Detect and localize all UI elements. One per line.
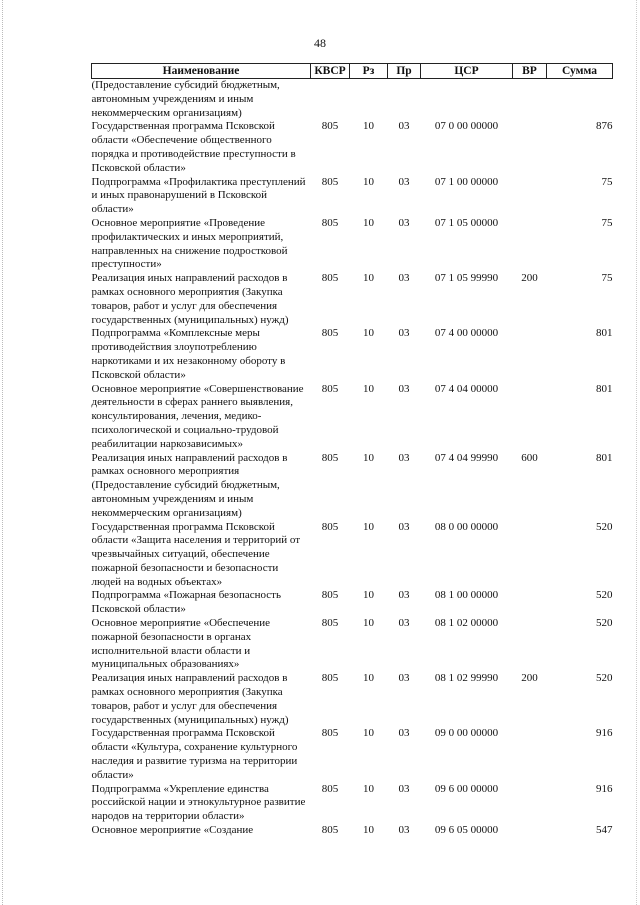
cell-kvsr: 805 — [321, 824, 339, 837]
cell-kvsr: 805 — [321, 382, 339, 395]
cell-name: Подпрограмма «Укрепление единства российской нации и этнокультурное развитие народов на территории области» — [91, 782, 306, 823]
cell-rz: 10 — [363, 327, 374, 340]
cell-vr — [513, 120, 547, 175]
cell-kvsr: 805 — [321, 120, 339, 133]
cell-pr: 03 — [398, 727, 410, 740]
cell-kvsr: 805 — [321, 175, 339, 188]
cell-name: Основное мероприятие «Проведение профилактических и иных мероприятий, направленных на снижение подростковой преступности» — [91, 216, 288, 271]
cell-vr — [513, 589, 547, 617]
cell-rz: 10 — [363, 175, 374, 188]
table-row — [92, 589, 613, 617]
header-vr: ВР — [513, 64, 547, 79]
cell-pr: 03 — [398, 824, 410, 837]
cell-vr: 200 — [521, 272, 538, 285]
page-number: 48 — [314, 36, 326, 50]
cell-csr: 07 0 00 00000 — [434, 120, 499, 133]
table-row — [92, 272, 613, 327]
cell-csr: 09 0 00 00000 — [434, 727, 499, 740]
table-row — [92, 672, 613, 727]
cell-kvsr: 805 — [321, 727, 339, 740]
cell-rz — [350, 79, 388, 121]
cell-rz: 10 — [363, 617, 374, 630]
cell-csr: 08 0 00 00000 — [434, 520, 499, 533]
cell-sum: 75 — [601, 216, 613, 229]
cell-pr: 03 — [398, 382, 410, 395]
table-row — [92, 327, 613, 382]
table-row — [92, 383, 613, 452]
cell-name: Государственная программа Псковской области «Культура, сохранение культурного наследия и развитие туризма на территории области» — [91, 727, 298, 781]
table-row — [92, 824, 613, 838]
cell-vr — [513, 327, 547, 382]
header-csr: ЦСР — [421, 64, 513, 79]
header-name: Наименование — [92, 64, 311, 79]
cell-csr: 07 4 00 00000 — [434, 327, 499, 340]
cell-vr — [513, 176, 547, 217]
cell-rz: 10 — [363, 589, 374, 602]
header-pr: Пр — [388, 64, 421, 79]
cell-sum: 801 — [596, 327, 613, 340]
cell-pr: 03 — [398, 782, 410, 795]
cell-name: Государственная программа Псковской области «Обеспечение общественного порядка и противодействие преступности в Псковской области» — [91, 120, 296, 174]
cell-csr: 09 6 00 00000 — [434, 782, 499, 795]
cell-rz: 10 — [363, 782, 374, 795]
cell-kvsr: 805 — [321, 672, 339, 685]
table-row — [92, 217, 613, 272]
cell-pr: 03 — [398, 520, 410, 533]
cell-name: Реализация иных направлений расходов в рамках основного мероприятия (Закупка товаров, работ и услуг для обеспечения государственных (муниципальных) нужд) — [91, 672, 289, 726]
cell-name: Подпрограмма «Профилактика преступлений и иных правонарушений в Псковской области» — [91, 175, 306, 216]
cell-name: Государственная программа Псковской области «Защита населения и территорий от чрезвычайных ситуаций, обеспечение пожарной безопасности и безопасности людей на водных объектах» — [91, 520, 301, 588]
cell-kvsr: 805 — [321, 782, 339, 795]
cell-vr: 600 — [521, 451, 538, 464]
cell-kvsr: 805 — [321, 272, 339, 285]
cell-rz: 10 — [363, 727, 374, 740]
cell-kvsr — [311, 79, 350, 121]
cell-vr — [513, 217, 547, 272]
cell-csr: 07 1 05 99990 — [434, 272, 499, 285]
cell-name: Подпрограмма «Комплексные меры противодействия злоупотреблению наркотиками и их незаконному обороту в Псковской области» — [91, 327, 286, 381]
cell-sum: 876 — [596, 120, 613, 133]
cell-csr: 07 4 04 99990 — [434, 451, 499, 464]
cell-sum: 75 — [601, 175, 613, 188]
cell-vr — [513, 79, 547, 121]
cell-kvsr: 805 — [321, 216, 339, 229]
cell-name: (Предоставление субсидий бюджетным, автономным учреждениям и иным некоммерческим организациям) — [91, 79, 280, 119]
cell-pr: 03 — [398, 272, 410, 285]
header-rz: Рз — [350, 64, 388, 79]
cell-rz: 10 — [363, 451, 374, 464]
table-row — [92, 617, 613, 672]
cell-sum: 801 — [596, 451, 613, 464]
cell-vr — [513, 617, 547, 672]
cell-rz: 10 — [363, 824, 374, 837]
cell-name: Основное мероприятие «Создание — [91, 824, 254, 837]
cell-csr — [421, 79, 513, 121]
cell-pr: 03 — [398, 216, 410, 229]
cell-kvsr: 805 — [321, 520, 339, 533]
cell-pr: 03 — [398, 589, 410, 602]
cell-name: Основное мероприятие «Совершенствование деятельности в сферах раннего выявления, консультирования, лечения, медико-психологической и социально-трудовой реабилитации наркозависимых» — [91, 382, 304, 450]
table-header-row — [92, 64, 613, 79]
table-row — [92, 727, 613, 782]
cell-pr: 03 — [398, 327, 410, 340]
table-row — [92, 521, 613, 590]
cell-rz: 10 — [363, 120, 374, 133]
cell-csr: 07 4 04 00000 — [434, 382, 499, 395]
cell-csr: 07 1 05 00000 — [434, 216, 499, 229]
scan-edge-left — [2, 0, 4, 905]
cell-name: Реализация иных направлений расходов в рамках основного мероприятия (Предоставление субсидий бюджетным, автономным учреждениям и иным некоммерческим организациям) — [91, 451, 288, 519]
cell-pr: 03 — [398, 451, 410, 464]
cell-pr: 03 — [398, 672, 410, 685]
cell-name: Подпрограмма «Пожарная безопасность Псковской области» — [91, 589, 281, 616]
cell-sum: 801 — [596, 382, 613, 395]
cell-rz: 10 — [363, 672, 374, 685]
cell-kvsr: 805 — [321, 327, 339, 340]
cell-vr — [513, 521, 547, 590]
cell-rz: 10 — [363, 382, 374, 395]
budget-table — [91, 63, 613, 838]
cell-pr: 03 — [398, 617, 410, 630]
cell-csr: 09 6 05 00000 — [434, 824, 499, 837]
cell-vr — [513, 824, 547, 838]
cell-sum: 547 — [596, 824, 613, 837]
cell-pr — [388, 79, 421, 121]
table-row — [92, 452, 613, 521]
table-row — [92, 79, 613, 121]
cell-name: Основное мероприятие «Обеспечение пожарной безопасности в органах исполнительной власти области и муниципальных образованиях» — [91, 617, 271, 671]
cell-rz: 10 — [363, 216, 374, 229]
table-row — [92, 176, 613, 217]
cell-vr — [513, 383, 547, 452]
header-kvsr: КВСР — [311, 64, 350, 79]
table-row — [92, 783, 613, 824]
table-row — [92, 120, 613, 175]
cell-vr — [513, 727, 547, 782]
cell-pr: 03 — [398, 120, 410, 133]
cell-kvsr: 805 — [321, 589, 339, 602]
cell-rz: 10 — [363, 520, 374, 533]
cell-sum: 520 — [596, 672, 613, 685]
cell-vr: 200 — [521, 672, 538, 685]
cell-rz: 10 — [363, 272, 374, 285]
cell-sum: 520 — [596, 617, 613, 630]
cell-sum: 520 — [596, 520, 613, 533]
cell-kvsr: 805 — [321, 451, 339, 464]
cell-sum: 520 — [596, 589, 613, 602]
cell-sum — [547, 79, 613, 121]
cell-pr: 03 — [398, 175, 410, 188]
cell-csr: 08 1 02 99990 — [434, 672, 499, 685]
cell-sum: 75 — [601, 272, 613, 285]
cell-csr: 07 1 00 00000 — [434, 175, 499, 188]
header-sum: Сумма — [547, 64, 613, 79]
cell-sum: 916 — [596, 782, 613, 795]
cell-sum: 916 — [596, 727, 613, 740]
scan-edge-right — [636, 0, 638, 905]
cell-csr: 08 1 00 00000 — [434, 589, 499, 602]
cell-vr — [513, 783, 547, 824]
cell-csr: 08 1 02 00000 — [434, 617, 499, 630]
cell-name: Реализация иных направлений расходов в рамках основного мероприятия (Закупка товаров, работ и услуг для обеспечения государственных (муниципальных) нужд) — [91, 272, 289, 326]
cell-kvsr: 805 — [321, 617, 339, 630]
